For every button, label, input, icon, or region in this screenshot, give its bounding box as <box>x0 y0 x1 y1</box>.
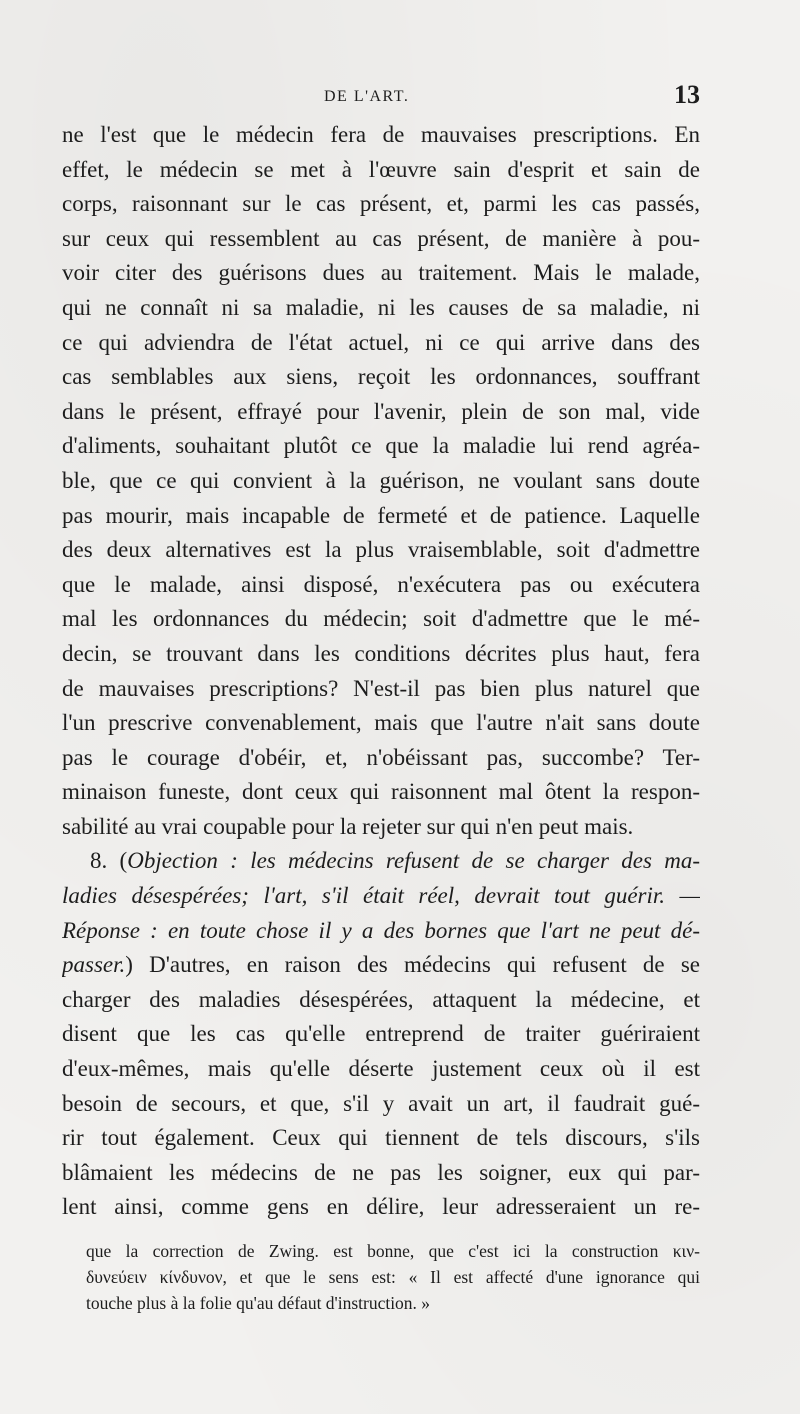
objection-text: Objection : les médecins refusent de se charger des ma- <box>127 848 700 874</box>
footnote <box>86 1238 700 1316</box>
text-line: ce qui adviendra de l'état actuel, ni ce qui arrive dans des <box>62 329 700 355</box>
text-line: besoin de secours, et que, s'il y avait un art, il faudrait gué- <box>62 1090 700 1116</box>
text-line: ble, que ce qui convient à la guérison, ne voulant sans doute <box>62 467 700 493</box>
section-8-objection-line <box>62 879 700 914</box>
text-line: effet, le médecin se met à l'œuvre sain d'esprit et sain de <box>62 156 700 182</box>
text-line: mal les ordonnances du médecin; soit d'admettre que le mé- <box>62 606 700 632</box>
footnote-line: touche plus à la folie qu'au défaut d'instruction. » <box>86 1293 431 1313</box>
text-line: pas mourir, mais incapable de fermeté et de patience. Laquelle <box>62 502 700 528</box>
text-line: pas le courage d'obéir, et, n'obéissant pas, succombe? Ter- <box>62 744 700 770</box>
text-line: sur ceux qui ressemblent au cas présent, de manière à pou- <box>62 225 700 251</box>
section-8-response-line <box>62 914 700 949</box>
text-line: qui ne connaît ni sa maladie, ni les causes de sa maladie, ni <box>62 294 700 320</box>
text-line: de mauvaises prescriptions? N'est-il pas bien plus naturel que <box>62 675 700 701</box>
text-line: charger des maladies désespérées, attaquent la médecine, et <box>62 986 700 1012</box>
text-line: d'aliments, souhaitant plutôt ce que la maladie lui rend agréa- <box>62 433 700 459</box>
page-number: 13 <box>674 80 700 109</box>
section-8-heading-line <box>62 844 700 879</box>
running-title: DE L'ART. <box>324 88 410 105</box>
text-line: decin, se trouvant dans les conditions décrites plus haut, fera <box>62 640 700 666</box>
text-line: voir citer des guérisons dues au traitement. Mais le malade, <box>62 260 700 286</box>
footnote-line: δυνεύειν κίνδυνον, et que le sens est: « Il est affecté d'une ignorance qui <box>86 1267 700 1287</box>
text-line: cas semblables aux siens, reçoit les ordonnances, souffrant <box>62 364 700 390</box>
text-line: disent que les cas qu'elle entreprend de traiter guériraient <box>62 1021 700 1047</box>
response-text: Réponse : en toute chose il y a des bornes que l'art ne peut dé- <box>62 917 700 943</box>
text-line: sabilité au vrai coupable pour la rejeter sur qui n'en peut mais. <box>62 813 634 839</box>
text-line: l'un prescrive convenablement, mais que l'autre n'ait sans doute <box>62 710 700 736</box>
text-line: rir tout également. Ceux qui tiennent de tels discours, s'ils <box>62 1125 700 1151</box>
text-line: blâmaient les médecins de ne pas les soigner, eux qui par- <box>62 1159 700 1185</box>
page-header <box>62 80 700 116</box>
text-line: des deux alternatives est la plus vraisemblable, soit d'admettre <box>62 537 700 563</box>
text-line: d'eux-mêmes, mais qu'elle déserte justement ceux où il est <box>62 1056 700 1082</box>
text-run: ) D'autres, en raison des médecins qui refusent de se <box>125 952 700 978</box>
text-line: ne l'est que le médecin fera de mauvaises prescriptions. En <box>62 122 700 147</box>
text-line: dans le présent, effrayé pour l'avenir, plein de son mal, vide <box>62 398 700 424</box>
text-line: que le malade, ainsi disposé, n'exécutera pas ou exécutera <box>62 571 700 597</box>
footnote-line: que la correction de Zwing. est bonne, que c'est ici la construction κιν- <box>86 1241 700 1261</box>
response-text: passer. <box>62 952 126 978</box>
main-text <box>62 118 700 1225</box>
section-number: 8. ( <box>90 848 128 874</box>
text-line: corps, raisonnant sur le cas présent, et, parmi les cas passés, <box>62 191 700 217</box>
text-line: minaison funeste, dont ceux qui raisonnent mal ôtent la respon- <box>62 779 700 805</box>
objection-text: ladies désespérées; l'art, s'il était réel, devrait tout guérir. — <box>62 883 700 909</box>
text-line: lent ainsi, comme gens en délire, leur adresseraient un re- <box>62 1194 700 1220</box>
section-8-response-end-line <box>62 948 700 983</box>
